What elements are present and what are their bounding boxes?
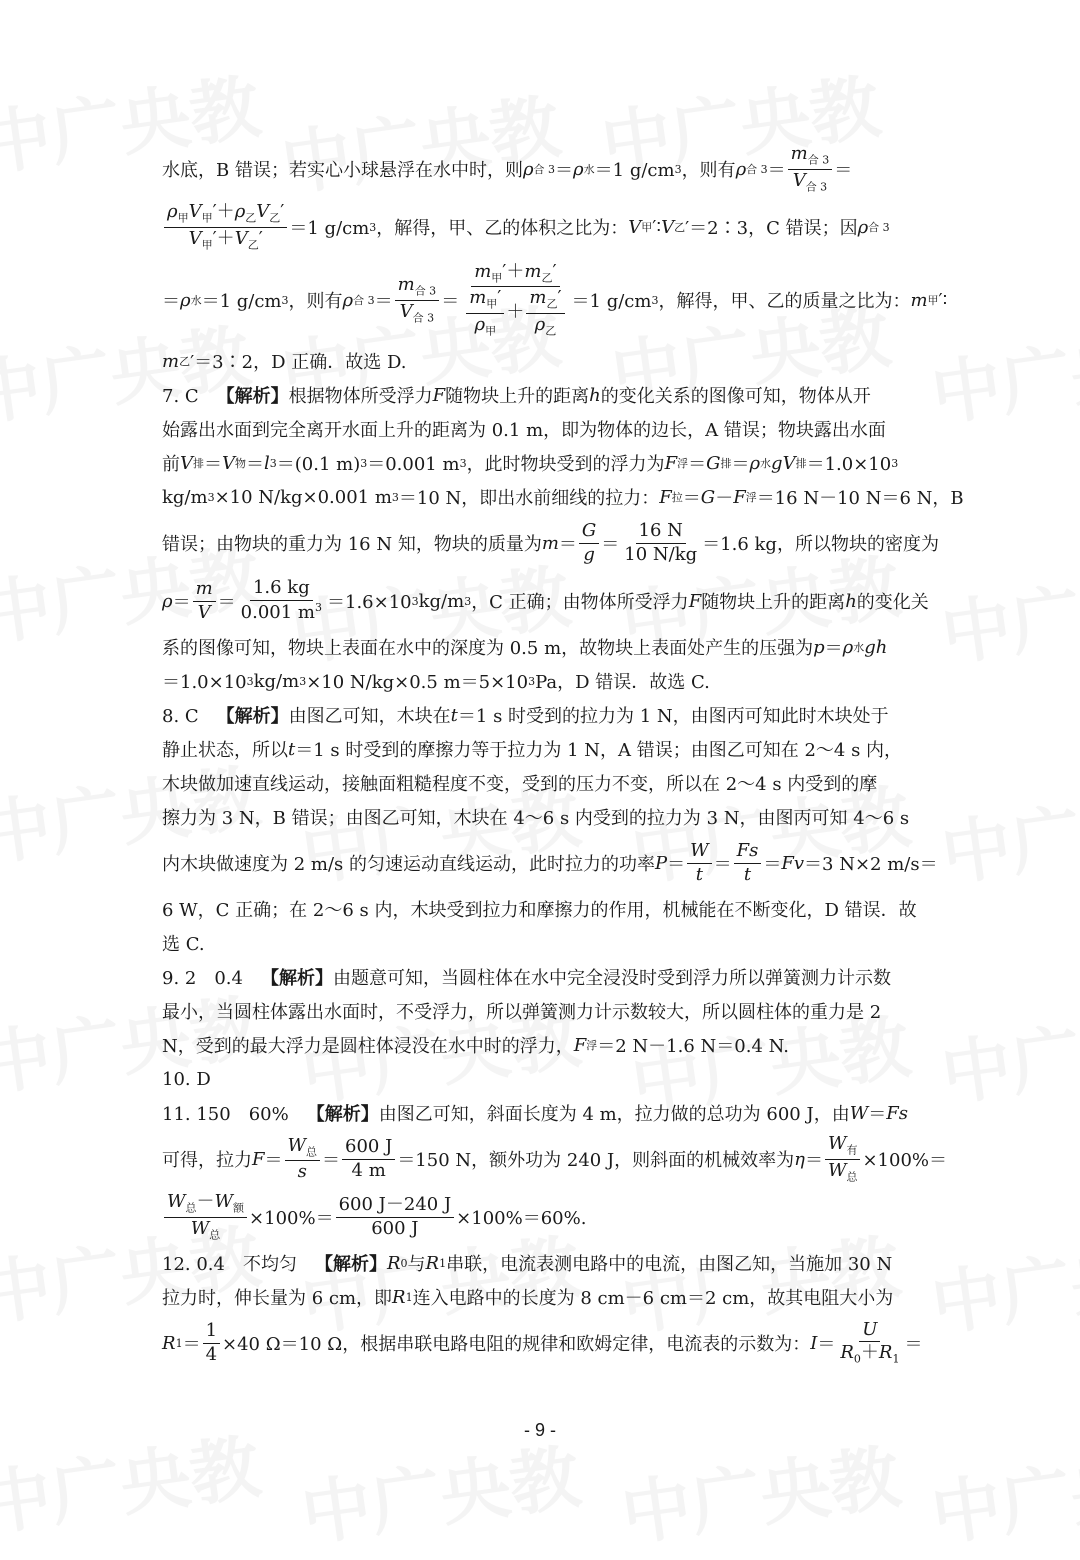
text-line: 7. C 【解析】 根据物体所受浮力 F 随物块上升的距离 h 的变化关系的图像可知，物体从开 (162, 384, 871, 407)
text-line: 擦力为 3 N，B 错误；由图乙可知，木块在 4～6 s 内受到的拉力为 3 N，由图丙可知 4～6 s (162, 808, 910, 829)
text-line: 水底，B 错误；若实心小球悬浮在水中时，则 ρ 合 3 ＝ ρ 水 ＝1 g/cm 3 ，则有 ρ 合 3 ＝ $\frac{m_{合 3}}{V_{合 3}}$ ＝ (162, 143, 853, 194)
text-line: 拉力时，伸长量为 6 cm，即 R 1 连入电路中的长度为 8 cm－6 cm＝2 cm，故其电阻大小为 (162, 1286, 894, 1309)
answer-body (162, 140, 964, 1372)
text-line: 9. 2 0.4 【解析】 由题意可知，当圆柱体在水中完全浸没时受到浮力所以弹簧测力计示数 (162, 968, 891, 989)
text-line: m 乙 ′＝3∶2，D 正确．故选 D. (162, 350, 407, 373)
text-line: 系的图像可知，物块上表面在水中的深度为 0.5 m，故物块上表面处产生的压强为 p ＝ ρ 水 gh (162, 636, 888, 659)
fraction: $\frac{G}{g}$ (579, 521, 599, 565)
fraction: $m_甲'+m_乙'$ $\frac{m_甲'}{\rho_甲}$ ＋ $\frac{m_乙'}{\rho_乙}$ (461, 262, 569, 338)
fraction: $\frac{16 N}{10 N/kg}$ (624, 519, 698, 565)
fraction: $\frac{600 J-240 J}{600 J}$ (336, 1195, 455, 1239)
text-line: 12. 0.4 不均匀 【解析】 R 0 与 R 1 串联，电流表测电路中的电流，由图乙知，当施加 30 N (162, 1252, 893, 1275)
text-line: 11. 150 60% 【解析】 由图乙可知，斜面长度为 4 m，拉力做的总功为 600 J，由 W ＝ Fs (162, 1102, 908, 1125)
text-line: ρ ＝ $\frac{m}{V}$ ＝ $\frac{1.6 kg}{0.001 m^3}$ ＝1.6×10 3 kg/m 3 ，C 正确；由物体所受浮力 F 随物块上升的距离 h 的变化关 (162, 577, 929, 623)
watermark (934, 761, 1080, 900)
fraction: $\frac{W_有}{W_总}$ (825, 1134, 861, 1183)
text-line: ＝ ρ 水 ＝1 g/cm 3 ，则有 ρ 合 3 ＝ $\frac{m_{合 3}}{V_{合 3}}$ ＝ $m_甲'+m_乙'$ $\frac{m_甲'}{\rho_甲}$ ＋ $\frac{m_乙'}{\rho_乙}$ ＝1 g/cm 3 ，解得，甲、乙的质量之比为： m 甲 ′∶ (162, 261, 948, 338)
text-line: 错误；由物块的重力为 16 N 知，物块的质量为 m ＝ $\frac{G}{g}$ ＝ $\frac{16 N}{10 N/kg}$ ＝1.6 kg，所以物块的密度为 (162, 519, 939, 565)
fraction: $\frac{W_总}{s}$ (285, 1136, 321, 1183)
fraction: $\frac{W_总-W_额}{W_总}$ (164, 1192, 247, 1241)
text-line: $\frac{\rho_甲V_甲'+\rho_乙V_乙'}{V_甲'+V_乙'}$ ＝1 g/cm 3 ，解得，甲、乙的体积之比为： V 甲 ′∶ V 乙 ′＝2∶3，C 错误；因 ρ 合 3 (162, 198, 918, 256)
text-line: 前 V 排 ＝ V 物 ＝ l 3 ＝(0.1 m) 3 ＝0.001 m 3 ，此时物块受到的浮力为 F 浮 ＝ G 排 ＝ ρ 水 gV 排 ＝1.0×10 3 (162, 452, 899, 475)
text-line: N，受到的最大浮力是圆柱体浸没在水中时的浮力， F 浮 ＝2 N－1.6 N＝0.4 N. (162, 1034, 789, 1057)
watermark (294, 1421, 585, 1560)
fraction: $\frac{1}{4}$ (203, 1321, 220, 1365)
fraction: $\frac{m_{合 3}}{V_{合 3}}$ (788, 144, 833, 193)
text-line: 8. C 【解析】 由图乙可知，木块在 t ＝1 s 时受到的拉力为 1 N，由图丙可知此时木块处于 (162, 704, 889, 727)
fraction: $\frac{Fs}{t}$ (734, 841, 762, 885)
watermark (924, 1421, 1080, 1560)
fraction: $\frac{U}{R_0+R_1}$ (840, 1318, 900, 1366)
text-line: ＝1.0×10 3 kg/m 3 ×10 N/kg×0.5 m＝5×10 3 Pa，D 错误．故选 C. (162, 670, 710, 693)
page-number: - 9 - (523, 1420, 556, 1440)
fraction: $\frac{1.6 kg}{0.001 m^3}$ (240, 577, 322, 623)
text-line: R 1 ＝ $\frac{1}{4}$ ×40 Ω＝10 Ω，根据串联电路电阻的规律和欧姆定律，电流表的示数为： I ＝ $\frac{U}{R_0+R_1}$ ＝ (162, 1318, 923, 1366)
watermark (924, 1211, 1080, 1350)
text-line: $\frac{W_总-W_额}{W_总}$ ×100%＝ $\frac{600 J-240 J}{600 J}$ ×100%＝60%. (162, 1188, 918, 1246)
watermark (934, 541, 1080, 680)
fraction: $\frac{m_{合 3}}{V_{合 3}}$ (395, 275, 440, 324)
watermark (924, 301, 1080, 440)
text-line: 始露出水面到完全离开水面上升的距离为 0.1 m，即为物体的边长，A 错误；物块露出水面 (162, 420, 886, 441)
watermark (934, 981, 1080, 1120)
text-line: 选 C. (162, 934, 205, 955)
text-line: 可得，拉力 F ＝ $\frac{W_总}{s}$ ＝ $\frac{600 J}{4 m}$ ＝150 N，额外功为 240 J，则斜面的机械效率为 η ＝ $\frac{W_有}{W_总}$ ×100%＝ (162, 1133, 948, 1184)
text-line: 6 W，C 正确；在 2～6 s 内，木块受到拉力和摩擦力的作用，机械能在不断变化，D 错误．故 (162, 900, 917, 921)
text-line: 内木块做速度为 2 m/s 的匀速运动直线运动，此时拉力的功率 P ＝ $\frac{W}{t}$ ＝ $\frac{Fs}{t}$ ＝ Fv ＝3 N×2 m/s＝ (162, 839, 938, 885)
fraction: $\frac{600 J}{4 m}$ (342, 1137, 395, 1181)
watermark (614, 1421, 905, 1560)
text-line: kg/m 3 ×10 N/kg×0.001 m 3 ＝10 N，即出水前细线的拉力： F 拉 ＝ G － F 浮 ＝16 N－10 N＝6 N，B (162, 486, 964, 509)
text-line: 最小，当圆柱体露出水面时，不受浮力，所以弹簧测力计示数较大，所以圆柱体的重力是 2 (162, 1002, 882, 1023)
text-line: 木块做加速直线运动，接触面粗糙程度不变，受到的压力不变，所以在 2～4 s 内受到的摩 (162, 774, 878, 795)
fraction: $\frac{m}{V}$ (193, 579, 216, 623)
text-line: 10. D (162, 1068, 211, 1090)
fraction: $\frac{\rho_甲V_甲'+\rho_乙V_乙'}{V_甲'+V_乙'}$ (164, 202, 287, 251)
fraction: $\frac{W}{t}$ (687, 841, 712, 885)
text-line: 静止状态，所以 t ＝1 s 时受到的摩擦力等于拉力为 1 N，A 错误；由图乙可知在 2～4 s 内， (162, 738, 903, 761)
